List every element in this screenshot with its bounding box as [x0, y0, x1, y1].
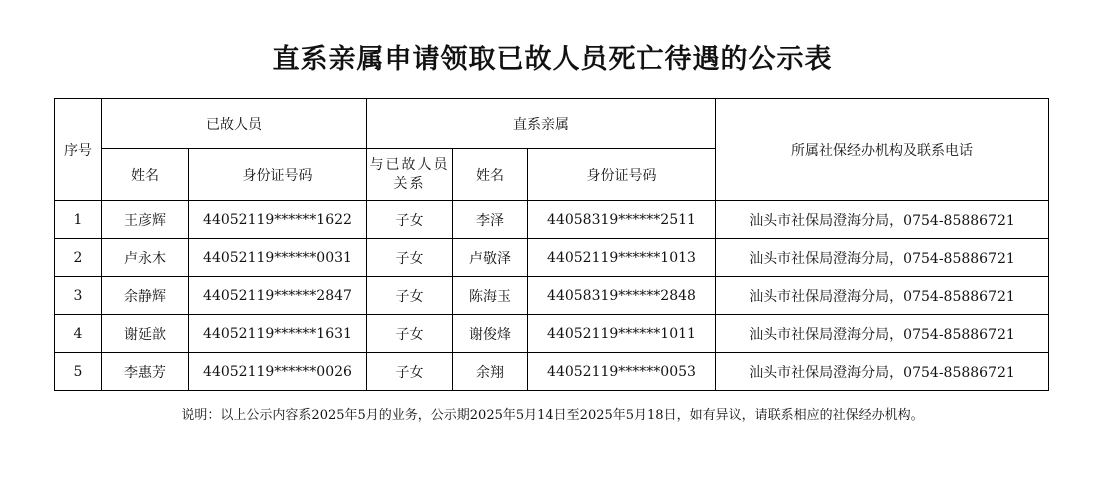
cell-relative-name: 卢敬泽	[453, 239, 528, 277]
cell-relative-name: 余翔	[453, 353, 528, 391]
header-deceased-id: 身份证号码	[189, 149, 367, 201]
cell-relative-id: 44052119******1013	[528, 239, 716, 277]
cell-deceased-name: 谢延歆	[102, 315, 189, 353]
cell-deceased-id: 44052119******0026	[189, 353, 367, 391]
table-row	[55, 239, 1049, 277]
page-title: 直系亲属申请领取已故人员死亡待遇的公示表	[272, 44, 833, 75]
cell-deceased-id: 44052119******1631	[189, 315, 367, 353]
cell-relation: 子女	[367, 201, 453, 239]
cell-deceased-name: 余静辉	[102, 277, 189, 315]
cell-deceased-name: 王彦辉	[102, 201, 189, 239]
cell-deceased-id: 44052119******1622	[189, 201, 367, 239]
cell-deceased-id: 44052119******2847	[189, 277, 367, 315]
header-deceased-group: 已故人员	[102, 99, 367, 149]
cell-deceased-name: 卢永木	[102, 239, 189, 277]
cell-deceased-id: 44052119******0031	[189, 239, 367, 277]
table-row	[55, 353, 1049, 391]
cell-seq: 2	[55, 239, 102, 277]
header-relative-name: 姓名	[453, 149, 528, 201]
cell-agency: 汕头市社保局澄海分局，0754-85886721	[716, 315, 1049, 353]
cell-relation: 子女	[367, 239, 453, 277]
cell-relative-name: 陈海玉	[453, 277, 528, 315]
cell-agency: 汕头市社保局澄海分局，0754-85886721	[716, 353, 1049, 391]
cell-relation: 子女	[367, 277, 453, 315]
cell-relative-name: 谢俊烽	[453, 315, 528, 353]
cell-deceased-name: 李惠芳	[102, 353, 189, 391]
cell-relative-name: 李泽	[453, 201, 528, 239]
cell-relation: 子女	[367, 353, 453, 391]
cell-seq: 1	[55, 201, 102, 239]
cell-seq: 5	[55, 353, 102, 391]
header-agency: 所属社保经办机构及联系电话	[716, 99, 1049, 201]
header-relative-group: 直系亲属	[367, 99, 716, 149]
cell-seq: 3	[55, 277, 102, 315]
header-row-group	[55, 99, 1049, 149]
cell-agency: 汕头市社保局澄海分局，0754-85886721	[716, 239, 1049, 277]
cell-seq: 4	[55, 315, 102, 353]
header-relation: 与已故人员关系	[367, 149, 453, 201]
header-relative-id: 身份证号码	[528, 149, 716, 201]
cell-agency: 汕头市社保局澄海分局，0754-85886721	[716, 277, 1049, 315]
cell-relation: 子女	[367, 315, 453, 353]
cell-relative-id: 44058319******2511	[528, 201, 716, 239]
notice-footnote: 说明：以上公示内容系2025年5月的业务，公示期2025年5月14日至2025年5月18日，如有异议，请联系相应的社保经办机构。	[181, 408, 924, 423]
cell-relative-id: 44052119******0053	[528, 353, 716, 391]
cell-relative-id: 44052119******1011	[528, 315, 716, 353]
header-seq: 序号	[55, 99, 102, 201]
notice-table	[54, 98, 1049, 391]
table-row	[55, 277, 1049, 315]
cell-agency: 汕头市社保局澄海分局，0754-85886721	[716, 201, 1049, 239]
table-row	[55, 201, 1049, 239]
header-deceased-name: 姓名	[102, 149, 189, 201]
table-row	[55, 315, 1049, 353]
cell-relative-id: 44058319******2848	[528, 277, 716, 315]
